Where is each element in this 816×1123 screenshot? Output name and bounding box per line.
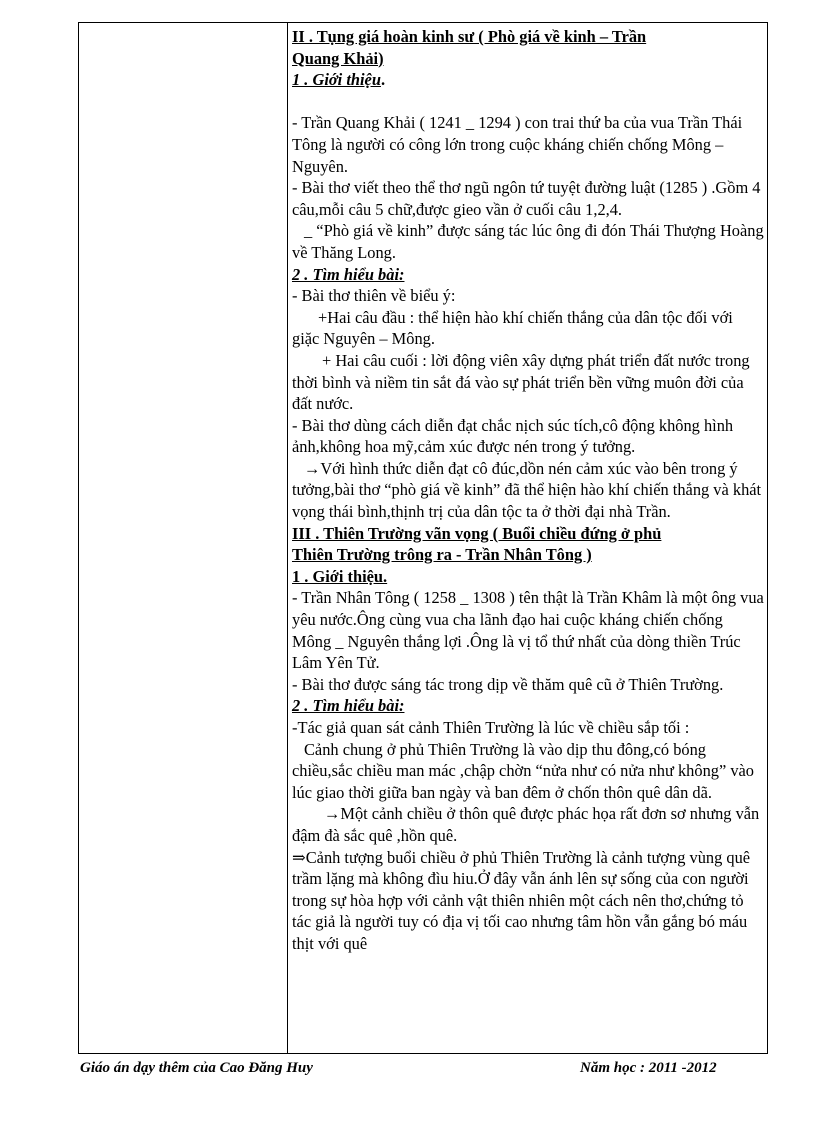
section-2-study-p2: +Hai câu đầu : thể hiện hào khí chiến thắng của dân tộc đối với giặc Nguyên – Mông.	[292, 307, 733, 349]
lesson-table	[78, 22, 768, 1054]
section-3-study-p1: -Tác giả quan sát cảnh Thiên Trường là lúc về chiều sắp tối :	[292, 718, 690, 737]
section-3-study-p3: →Một cảnh chiều ở thôn quê được phác họa rất đơn sơ nhưng vẫn đậm đà sắc quê ,hồn quê.	[292, 804, 760, 845]
section-2-study-p5: →Với hình thức diễn đạt cô đúc,dồn nén cảm xúc vào bên trong ý tưởng,bài thơ “phò giá về kinh” đã thể hiện hào khí chiến thắng và khát vọng thái bình,thịnh trị của dân tộc ta ở thời đại nhà Trần.	[292, 458, 762, 522]
section-3-intro-p2: - Bài thơ được sáng tác trong dịp về thăm quê cũ ở Thiên Trường.	[292, 674, 724, 694]
section-3-intro-p1: - Trần Nhân Tông ( 1258 _ 1308 ) tên thật là Trần Khâm là một ông vua yêu nước.Ông cùng vua cha lãnh đạo hai cuộc kháng chiến chống Mông _ Nguyên thắng lợi .Ông là vị tổ thứ nhất của dòng thiền Trúc Lâm Yên Tử.	[292, 588, 764, 673]
section-2-study-p4: - Bài thơ dùng cách diễn đạt chắc nịch súc tích,cô động không hình ảnh,không hoa mỹ,cảm xúc được nén trong ý tưởng.	[292, 415, 734, 457]
section-2-intro-p2: - Bài thơ viết theo thể thơ ngũ ngôn tứ tuyệt đường luật (1285 ) .Gồm 4 câu,mỗi câu 5 chữ,được gieo vần ở cuối câu 1,2,4.	[292, 178, 761, 219]
section-3-study-p2: Cảnh chung ở phủ Thiên Trường là vào dịp thu đông,có bóng chiều,sắc chiều man mác ,chập chờn “nửa như có nửa như không” vào lúc giao thời giữa ban ngày và ban đêm ở chốn thôn quê dân dã.	[292, 739, 754, 802]
section-3-study-p4: ⇒Cảnh tượng buổi chiều ở phủ Thiên Trường là cảnh tượng vùng quê trầm lặng mà không đìu hiu.Ở đây vẫn ánh lên sự sống của con người trong sự hòa hợp với cảnh vật thiên nhiên một cách nên thơ,chứng tỏ tác giả là người tuy có địa vị tối cao nhưng tâm hồn vẫn gắng bó máu thịt với quê	[292, 847, 751, 953]
footer-author: Giáo án dạy thêm của Cao Đăng Huy	[80, 1060, 313, 1076]
section-2-intro-heading: 1 . Giới thiệu.	[292, 70, 386, 90]
section-3-study-heading: 2 . Tìm hiểu bài:	[292, 696, 405, 716]
section-2-title: II . Tụng giá hoàn kinh sư ( Phò giá về kinh – Trần Quang Khải)	[292, 27, 647, 68]
left-column	[79, 23, 288, 1053]
section-2-study-heading: 2 . Tìm hiểu bài:	[292, 264, 405, 284]
page-footer	[0, 1058, 816, 1082]
content-column	[292, 26, 764, 955]
footer-school-year: Năm học : 2011 -2012	[580, 1060, 717, 1076]
section-2-study-p3: + Hai câu cuối : lời động viên xây dựng phát triển đất nước trong thời bình và niềm tin sắt đá vào sự phát triển bền vững muôn đời của đất nước.	[292, 350, 750, 414]
section-2-study-p1: - Bài thơ thiên về biểu ý:	[292, 286, 456, 306]
section-2-intro-p3: _ “Phò giá về kinh” được sáng tác lúc ông đi đón Thái Thượng Hoàng về Thăng Long.	[292, 221, 764, 262]
section-3-title: III . Thiên Trường vãn vọng ( Buổi chiều đứng ở phủ Thiên Trường trông ra - Trần Nhân Tông )	[292, 523, 662, 565]
section-2-intro-p1: - Trần Quang Khải ( 1241 _ 1294 ) con trai thứ ba của vua Trần Thái Tông là người có công lớn trong cuộc kháng chiến chống Mông – Nguyên.	[292, 113, 743, 176]
section-3-intro-heading: 1 . Giới thiệu.	[292, 566, 388, 586]
